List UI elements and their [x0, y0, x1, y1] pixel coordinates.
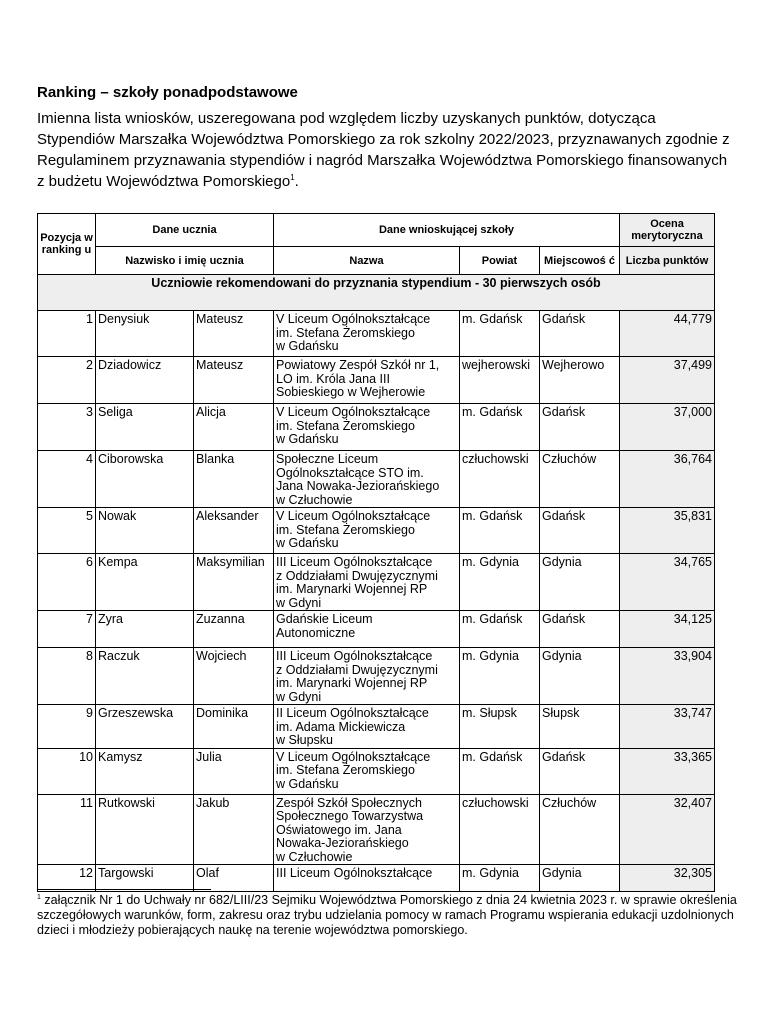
row-first-name: Wojciech	[194, 648, 274, 705]
intro-end: .	[294, 173, 299, 190]
row-first-name: Alicja	[194, 404, 274, 451]
row-county: m. Gdańsk	[460, 611, 540, 648]
row-first-name: Aleksander	[194, 508, 274, 554]
row-school-name: V Liceum Ogólnokształcące im. Stefana Żeromskiego w Gdańsku	[274, 508, 460, 554]
row-county: człuchowski	[460, 451, 540, 508]
header-school-data: Dane wnioskującej szkoły	[274, 214, 620, 247]
row-town: Człuchów	[540, 451, 620, 508]
row-school-name: II Liceum Ogólnokształcące im. Adama Mickiewicza w Słupsku	[274, 705, 460, 749]
row-surname: Nowak	[96, 508, 194, 554]
row-points: 34,765	[620, 554, 715, 611]
table-row	[38, 648, 715, 705]
header-student-name: Nazwisko i imię ucznia	[96, 247, 274, 275]
row-position: 3	[38, 404, 96, 451]
header-position: Pozycja w ranking u	[38, 214, 96, 275]
row-position: 5	[38, 508, 96, 554]
row-town: Gdynia	[540, 554, 620, 611]
row-surname: Seliga	[96, 404, 194, 451]
row-county: m. Gdynia	[460, 554, 540, 611]
row-town: Gdańsk	[540, 404, 620, 451]
table-row	[38, 554, 715, 611]
row-county: wejherowski	[460, 357, 540, 404]
table-row	[38, 748, 715, 794]
row-position: 7	[38, 611, 96, 648]
row-school-name: V Liceum Ogólnokształcące im. Stefana Żeromskiego w Gdańsku	[274, 748, 460, 794]
row-position: 12	[38, 865, 96, 892]
intro-footnote-ref[interactable]: 1	[290, 173, 295, 182]
row-surname: Kempa	[96, 554, 194, 611]
row-town: Gdańsk	[540, 311, 620, 357]
table-row	[38, 611, 715, 648]
row-first-name: Blanka	[194, 451, 274, 508]
row-points: 33,365	[620, 748, 715, 794]
row-first-name: Dominika	[194, 705, 274, 749]
row-town: Wejherowo	[540, 357, 620, 404]
table-row	[38, 451, 715, 508]
row-first-name: Jakub	[194, 794, 274, 865]
row-school-name: Powiatowy Zespół Szkół nr 1, LO im. Króla Jana III Sobieskiego w Wejherowie	[274, 357, 460, 404]
row-position: 9	[38, 705, 96, 749]
intro-text: Imienna lista wniosków, uszeregowana pod względem liczby uzyskanych punktów, dotycząca Stypendiów Marszałka Województwa Pomorskiego za rok szkolny 2022/2023, przyznawanych zgodnie z Regulaminem przyznawania stypendiów i nagród Marszałka Województwa Pomorskiego finansowanych z budżetu Województwa Pomorskiego	[37, 110, 730, 190]
row-surname: Denysiuk	[96, 311, 194, 357]
row-town: Słupsk	[540, 705, 620, 749]
table-row	[38, 794, 715, 865]
row-county: m. Gdynia	[460, 865, 540, 892]
row-school-name: III Liceum Ogólnokształcące z Oddziałami Dwujęzycznymi im. Marynarki Wojennej RP w Gdyni	[274, 554, 460, 611]
row-county: m. Gdańsk	[460, 404, 540, 451]
table-row	[38, 865, 715, 892]
table-row	[38, 508, 715, 554]
row-points: 34,125	[620, 611, 715, 648]
row-surname: Ciborowska	[96, 451, 194, 508]
row-first-name: Mateusz	[194, 311, 274, 357]
header-county: Powiat	[460, 247, 540, 275]
row-town: Gdańsk	[540, 508, 620, 554]
table-row	[38, 404, 715, 451]
row-county: m. Słupsk	[460, 705, 540, 749]
header-town: Miejscowoś ć	[540, 247, 620, 275]
intro-paragraph	[37, 108, 737, 192]
row-surname: Grzeszewska	[96, 705, 194, 749]
footnote	[37, 893, 737, 938]
row-first-name: Zuzanna	[194, 611, 274, 648]
row-county: m. Gdańsk	[460, 748, 540, 794]
row-county: m. Gdańsk	[460, 311, 540, 357]
row-position: 6	[38, 554, 96, 611]
row-county: człuchowski	[460, 794, 540, 865]
row-first-name: Olaf	[194, 865, 274, 892]
header-points: Liczba punktów	[620, 247, 715, 275]
row-first-name: Julia	[194, 748, 274, 794]
ranking-table	[37, 213, 715, 892]
row-surname: Targowski	[96, 865, 194, 892]
table-row	[38, 311, 715, 357]
header-assessment: Ocena merytoryczna	[620, 214, 715, 247]
header-school-name: Nazwa	[274, 247, 460, 275]
row-school-name: III Liceum Ogólnokształcące z Oddziałami Dwujęzycznymi im. Marynarki Wojennej RP w Gdyni	[274, 648, 460, 705]
row-surname: Raczuk	[96, 648, 194, 705]
row-surname: Zyra	[96, 611, 194, 648]
row-school-name: III Liceum Ogólnokształcące	[274, 865, 460, 892]
row-county: m. Gdynia	[460, 648, 540, 705]
footnote-divider	[37, 889, 211, 890]
row-points: 32,305	[620, 865, 715, 892]
row-points: 35,831	[620, 508, 715, 554]
table-row	[38, 705, 715, 749]
row-school-name: Zespół Szkół Społecznych Społecznego Towarzystwa Oświatowego im. Jana Nowaka-Jeziorańskiego w Człuchowie	[274, 794, 460, 865]
row-position: 8	[38, 648, 96, 705]
row-town: Gdańsk	[540, 611, 620, 648]
section-label: Uczniowie rekomendowani do przyznania stypendium - 30 pierwszych osób	[38, 275, 715, 311]
row-surname: Rutkowski	[96, 794, 194, 865]
row-town: Gdynia	[540, 648, 620, 705]
row-points: 32,407	[620, 794, 715, 865]
row-position: 10	[38, 748, 96, 794]
row-position: 2	[38, 357, 96, 404]
row-first-name: Mateusz	[194, 357, 274, 404]
row-first-name: Maksymilian	[194, 554, 274, 611]
row-surname: Kamysz	[96, 748, 194, 794]
section-row	[38, 275, 715, 311]
row-points: 36,764	[620, 451, 715, 508]
row-position: 11	[38, 794, 96, 865]
row-points: 33,904	[620, 648, 715, 705]
row-school-name: Społeczne Liceum Ogólnokształcące STO im. Jana Nowaka-Jeziorańskiego w Człuchowie	[274, 451, 460, 508]
row-surname: Dziadowicz	[96, 357, 194, 404]
row-town: Gdynia	[540, 865, 620, 892]
row-town: Gdańsk	[540, 748, 620, 794]
row-county: m. Gdańsk	[460, 508, 540, 554]
row-town: Człuchów	[540, 794, 620, 865]
row-points: 37,000	[620, 404, 715, 451]
table-row	[38, 357, 715, 404]
page-title: Ranking – szkoły ponadpodstawowe	[37, 84, 298, 101]
row-school-name: V Liceum Ogólnokształcące im. Stefana Żeromskiego w Gdańsku	[274, 404, 460, 451]
row-points: 33,747	[620, 705, 715, 749]
row-school-name: Gdańskie Liceum Autonomiczne	[274, 611, 460, 648]
row-points: 44,779	[620, 311, 715, 357]
footnote-text: załącznik Nr 1 do Uchwały nr 682/LIII/23 Sejmiku Województwa Pomorskiego z dnia 24 kwietnia 2023 r. w sprawie określenia szczegółowych warunków, form, zakresu oraz trybu udzielania pomocy w ramach Programu wspierania edukacji uzdolnionych dzieci i młodzieży pobierających naukę na terenie województwa pomorskiego.	[37, 893, 737, 937]
row-position: 1	[38, 311, 96, 357]
header-student-data: Dane ucznia	[96, 214, 274, 247]
row-school-name: V Liceum Ogólnokształcące im. Stefana Żeromskiego w Gdańsku	[274, 311, 460, 357]
footnote-mark: 1	[37, 893, 41, 901]
row-points: 37,499	[620, 357, 715, 404]
row-position: 4	[38, 451, 96, 508]
